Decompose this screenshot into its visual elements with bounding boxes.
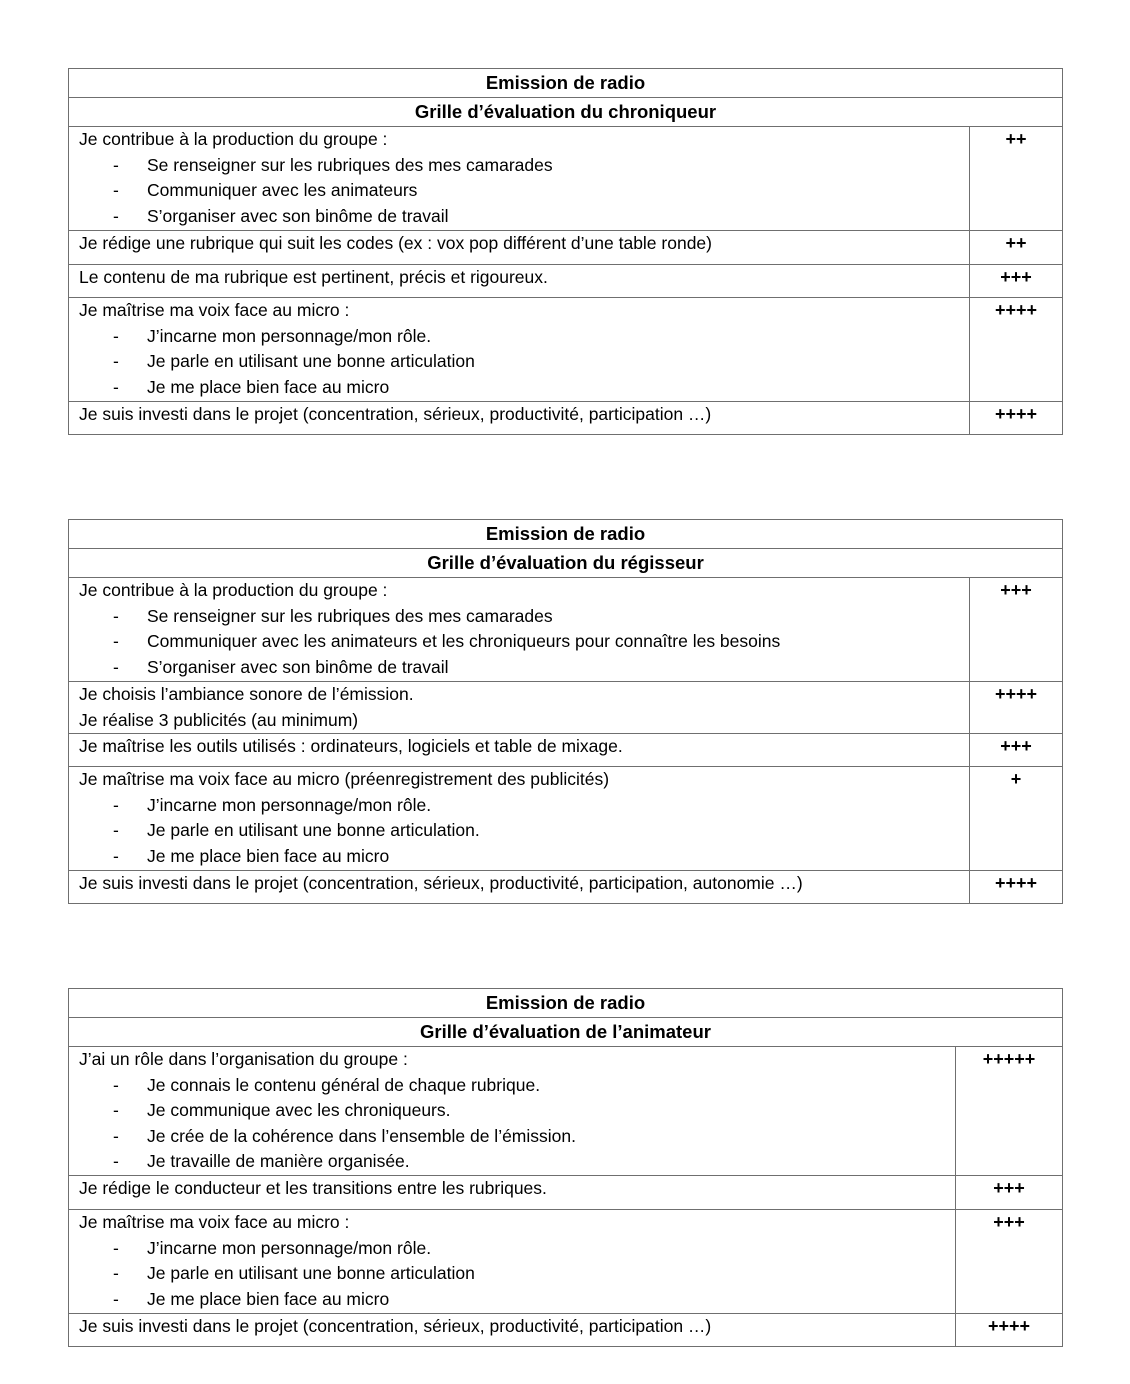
grid-title: Emission de radio xyxy=(69,69,1063,98)
subtitle-row xyxy=(69,549,1063,578)
criterion-row xyxy=(69,578,1063,682)
evaluation-grid-animateur xyxy=(68,988,1063,1347)
criterion-bullet xyxy=(79,375,959,401)
criterion-bullet xyxy=(79,1236,945,1262)
bullet-dash-icon: - xyxy=(113,631,119,651)
criterion-cell xyxy=(69,767,970,871)
score-cell: ++++ xyxy=(970,402,1063,435)
criterion-row xyxy=(69,265,1063,298)
criterion-cell xyxy=(69,265,970,298)
evaluation-grid-chroniqueur xyxy=(68,68,1063,435)
score-cell: ++++ xyxy=(970,298,1063,402)
criterion-text: Je maîtrise ma voix face au micro (préenregistrement des publicités) xyxy=(79,769,610,789)
criterion-row xyxy=(69,298,1063,402)
criterion-row xyxy=(69,682,1063,734)
criterion-cell xyxy=(69,682,970,734)
criterion-row xyxy=(69,1176,1063,1210)
criterion-cell xyxy=(69,298,970,402)
bullet-text: Je parle en utilisant une bonne articulation xyxy=(147,1263,475,1283)
score-cell: + xyxy=(970,767,1063,871)
score-cell: +++ xyxy=(956,1210,1063,1314)
bullet-dash-icon: - xyxy=(113,656,119,677)
bullet-text: Communiquer avec les animateurs xyxy=(147,180,418,200)
criterion-bullet xyxy=(79,844,959,870)
criterion-bullet xyxy=(79,1261,945,1287)
score-cell: +++ xyxy=(970,578,1063,682)
bullet-dash-icon: - xyxy=(113,1288,119,1309)
criterion-text: Je maîtrise ma voix face au micro : xyxy=(79,300,350,320)
bullet-text: Je me place bien face au micro xyxy=(147,845,390,866)
score-cell: +++ xyxy=(970,265,1063,298)
criterion-bullet xyxy=(79,153,959,179)
criterion-text: Je contribue à la production du groupe : xyxy=(79,580,388,600)
criterion-bullet xyxy=(79,629,959,655)
bullet-dash-icon: - xyxy=(113,1237,119,1258)
subtitle-row xyxy=(69,1018,1063,1047)
criterion-bullet xyxy=(79,1149,945,1175)
bullet-dash-icon: - xyxy=(113,605,119,626)
bullet-dash-icon: - xyxy=(113,1263,119,1283)
criterion-bullet xyxy=(79,793,959,819)
criterion-cell xyxy=(69,1314,956,1347)
criterion-cell xyxy=(69,871,970,904)
criterion-bullet xyxy=(79,1287,945,1313)
bullet-dash-icon: - xyxy=(113,154,119,175)
criterion-cell xyxy=(69,402,970,435)
criterion-cell xyxy=(69,127,970,231)
score-cell: +++++ xyxy=(956,1047,1063,1176)
bullet-text: Je connais le contenu général de chaque rubrique. xyxy=(147,1074,541,1095)
grid-subtitle: Grille d’évaluation du chroniqueur xyxy=(69,98,1063,127)
title-row xyxy=(69,520,1063,549)
bullet-text: Je crée de la cohérence dans l’ensemble de l’émission. xyxy=(147,1125,576,1146)
bullet-text: J’incarne mon personnage/mon rôle. xyxy=(147,794,432,815)
criterion-text: Je suis investi dans le projet (concentration, sérieux, productivité, participation …) xyxy=(79,404,712,424)
bullet-dash-icon: - xyxy=(113,1100,119,1120)
criterion-text: Le contenu de ma rubrique est pertinent, précis et rigoureux. xyxy=(79,267,548,287)
criterion-row xyxy=(69,767,1063,871)
score-cell: +++ xyxy=(970,734,1063,767)
criterion-text: Je rédige le conducteur et les transitions entre les rubriques. xyxy=(79,1178,547,1198)
criterion-bullet xyxy=(79,349,959,375)
criterion-text: Je contribue à la production du groupe : xyxy=(79,129,388,149)
bullet-dash-icon: - xyxy=(113,1074,119,1095)
score-cell: ++ xyxy=(970,127,1063,231)
criterion-row xyxy=(69,734,1063,767)
score-cell: ++++ xyxy=(970,871,1063,904)
bullet-text: Je communique avec les chroniqueurs. xyxy=(147,1100,451,1120)
criterion-row xyxy=(69,127,1063,231)
score-cell: ++ xyxy=(970,231,1063,265)
subtitle-row xyxy=(69,98,1063,127)
criterion-cell xyxy=(69,231,970,265)
bullet-text: Je me place bien face au micro xyxy=(147,376,390,397)
criterion-text: Je choisis l’ambiance sonore de l’émission. xyxy=(79,684,414,704)
criterion-bullet xyxy=(79,655,959,681)
bullet-dash-icon: - xyxy=(113,180,119,200)
grid-subtitle: Grille d’évaluation de l’animateur xyxy=(69,1018,1063,1047)
criterion-bullet xyxy=(79,818,959,844)
bullet-text: Je travaille de manière organisée. xyxy=(147,1151,410,1171)
title-row xyxy=(69,989,1063,1018)
bullet-dash-icon: - xyxy=(113,1125,119,1146)
criterion-cell xyxy=(69,1210,956,1314)
bullet-text: J’incarne mon personnage/mon rôle. xyxy=(147,325,432,346)
bullet-text: Je parle en utilisant une bonne articulation xyxy=(147,351,475,371)
score-cell: +++ xyxy=(956,1176,1063,1210)
criterion-row xyxy=(69,231,1063,265)
score-cell: ++++ xyxy=(956,1314,1063,1347)
bullet-dash-icon: - xyxy=(113,376,119,397)
bullet-text: Se renseigner sur les rubriques des mes camarades xyxy=(147,154,553,175)
criterion-row xyxy=(69,402,1063,435)
bullet-text: Communiquer avec les animateurs et les chroniqueurs pour connaître les besoins xyxy=(147,631,781,651)
criterion-row xyxy=(69,871,1063,904)
criterion-text: Je maîtrise les outils utilisés : ordinateurs, logiciels et table de mixage. xyxy=(79,736,623,756)
criterion-bullet xyxy=(79,178,959,204)
criterion-text: Je rédige une rubrique qui suit les codes (ex : vox pop différent d’une table ronde) xyxy=(79,233,712,253)
grid-title: Emission de radio xyxy=(69,520,1063,549)
criterion-bullet xyxy=(79,1073,945,1099)
criterion-text: Je réalise 3 publicités (au minimum) xyxy=(79,709,359,730)
criterion-bullet xyxy=(79,1098,945,1124)
criterion-text: Je suis investi dans le projet (concentration, sérieux, productivité, participation, autonomie …) xyxy=(79,873,803,893)
criterion-cell xyxy=(69,1047,956,1176)
criterion-cell xyxy=(69,1176,956,1210)
criterion-text: J’ai un rôle dans l’organisation du groupe : xyxy=(79,1049,408,1069)
score-cell: ++++ xyxy=(970,682,1063,734)
bullet-text: S’organiser avec son binôme de travail xyxy=(147,656,449,677)
criterion-text: Je maîtrise ma voix face au micro : xyxy=(79,1212,350,1232)
criterion-bullet xyxy=(79,324,959,350)
bullet-dash-icon: - xyxy=(113,820,119,840)
bullet-text: S’organiser avec son binôme de travail xyxy=(147,205,449,226)
grid-subtitle: Grille d’évaluation du régisseur xyxy=(69,549,1063,578)
criterion-bullet xyxy=(79,604,959,630)
criterion-row xyxy=(69,1314,1063,1347)
bullet-dash-icon: - xyxy=(113,351,119,371)
criterion-row xyxy=(69,1047,1063,1176)
bullet-text: J’incarne mon personnage/mon rôle. xyxy=(147,1237,432,1258)
criterion-cell xyxy=(69,734,970,767)
bullet-dash-icon: - xyxy=(113,794,119,815)
criterion-cell xyxy=(69,578,970,682)
criterion-text: Je suis investi dans le projet (concentration, sérieux, productivité, participation …) xyxy=(79,1316,712,1336)
bullet-text: Se renseigner sur les rubriques des mes camarades xyxy=(147,605,553,626)
evaluation-grid-regisseur xyxy=(68,519,1063,904)
bullet-dash-icon: - xyxy=(113,845,119,866)
criterion-bullet xyxy=(79,204,959,230)
bullet-dash-icon: - xyxy=(113,205,119,226)
title-row xyxy=(69,69,1063,98)
grid-title: Emission de radio xyxy=(69,989,1063,1018)
bullet-dash-icon: - xyxy=(113,325,119,346)
bullet-text: Je parle en utilisant une bonne articulation. xyxy=(147,820,480,840)
bullet-dash-icon: - xyxy=(113,1151,119,1171)
criterion-row xyxy=(69,1210,1063,1314)
criterion-bullet xyxy=(79,1124,945,1150)
bullet-text: Je me place bien face au micro xyxy=(147,1288,390,1309)
